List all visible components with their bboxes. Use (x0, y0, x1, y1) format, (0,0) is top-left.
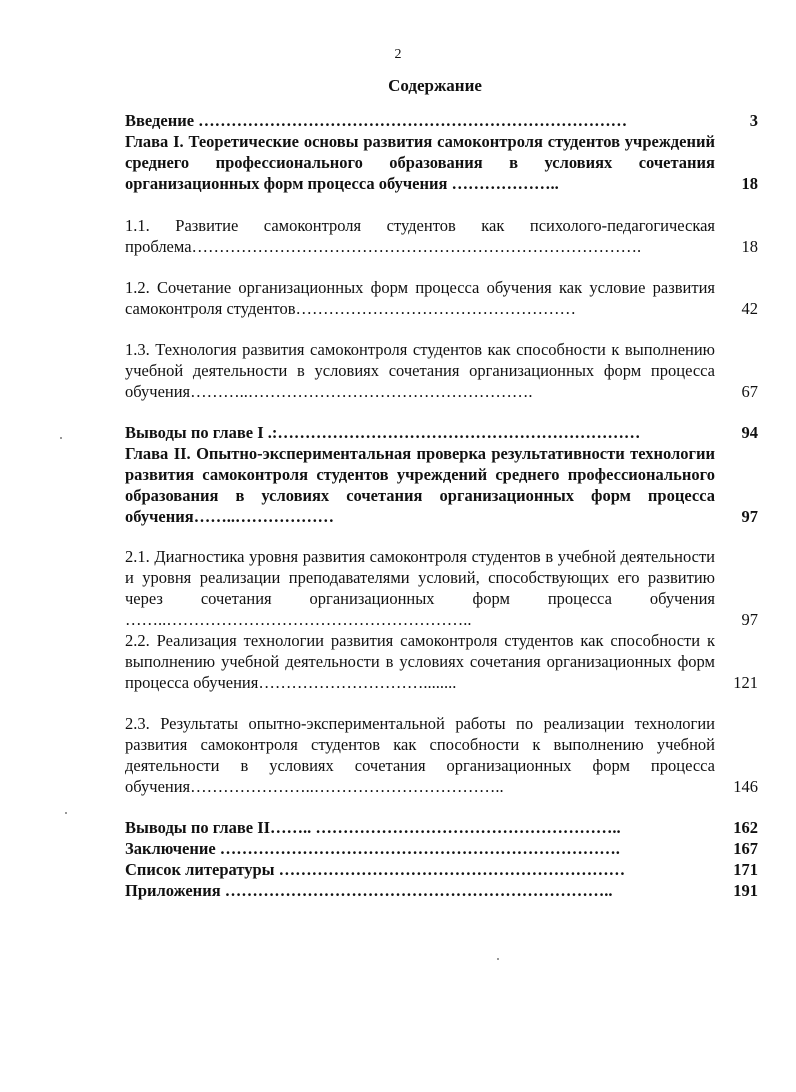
toc-entry-bibliography (125, 859, 758, 880)
toc-entry-page: 146 (733, 777, 758, 796)
toc-entry-text: 2.1. Диагностика уровня развития самоконтроля студентов в учебной деятельности и уровня реализации преподавателями условий, способствующих его развитию через сочетания организационных форм процесса обучения ……..……………………………………………….. (125, 547, 715, 629)
toc-entry-page: 97 (741, 610, 758, 629)
toc-entry-chapter-1 (125, 131, 758, 194)
toc-entry-text: 2.3. Результаты опытно-экспериментальной работы по реализации технологии развития самоконтроля студентов как способности к выполнению учебной деятельности в условиях сочетания организационных форм процесса обучения…………………..…………………………….. (125, 714, 715, 796)
toc-entry-text: Выводы по главе I .:………………………………………………………… (125, 423, 641, 442)
toc-entry-page: 42 (741, 299, 758, 318)
toc-entry-text: Глава I. Теоретические основы развития самоконтроля студентов учреждений среднего профессионального образования в условиях сочетания организационных форм процесса обучения ……………….. (125, 132, 715, 193)
toc-entry-conclusions-2 (125, 817, 758, 838)
toc-entry-1-3 (125, 339, 758, 402)
toc-entry-1-2 (125, 277, 758, 319)
toc-entry-text: 1.2. Сочетание организационных форм процесса обучения как условие развития самоконтроля студентов…………………………………………… (125, 278, 715, 318)
toc-entry-appendices (125, 880, 758, 901)
scan-speck (65, 812, 67, 814)
toc-entry-conclusion (125, 838, 758, 859)
toc-entry-text: Выводы по главе II…….. ……………………………………………….. (125, 818, 621, 837)
toc-entry-text: Заключение ………………………………………………………………. (125, 839, 620, 858)
toc-entry-text: Приложения …………………………………………………………….. (125, 881, 613, 900)
toc-entry-text: Введение …………………………………………………………………… (125, 111, 628, 130)
page-number: 2 (394, 47, 402, 62)
toc-entry-chapter-2 (125, 443, 758, 527)
toc-entry-text: Список литературы ……………………………………………………… (125, 860, 626, 879)
toc-entry-page: 18 (741, 174, 758, 193)
toc-entry-2-2 (125, 630, 758, 693)
toc-entry-conclusions-1 (125, 422, 758, 443)
scan-speck (60, 437, 62, 439)
toc-entry-page: 121 (733, 673, 758, 692)
toc-entry-page: 67 (741, 382, 758, 401)
toc-entry-text: Глава II. Опытно-экспериментальная проверка результативности технологии развития самоконтроля студентов учреждений среднего профессионального образования в условиях сочетания организационных форм процесса обучения……..……………… (125, 444, 715, 526)
toc-entry-page: 3 (749, 111, 758, 130)
toc-entry-2-1 (125, 546, 758, 630)
toc-entry-page: 97 (741, 507, 758, 526)
toc-entry-page: 162 (733, 818, 758, 837)
toc-entry-text: 1.3. Технология развития самоконтроля студентов как способности к выполнению учебной деятельности в условиях сочетания организационных форм процесса обучения………..……………………………………………. (125, 340, 715, 401)
toc-title: Содержание (388, 76, 482, 95)
toc-entry-page: 18 (741, 237, 758, 256)
toc-entry-1-1 (125, 215, 758, 257)
toc-entry-text: 1.1. Развитие самоконтроля студентов как психолого-педагогическая проблема………………………………………………………………………. (125, 216, 715, 256)
scan-speck (497, 958, 499, 960)
toc-entry-text: 2.2. Реализация технологии развития самоконтроля студентов как способности к выполнению учебной деятельности в условиях сочетания организационных форм процесса обучения…………………………........ (125, 631, 715, 692)
toc-entry-page: 94 (741, 423, 758, 442)
toc-entry-page: 171 (733, 860, 758, 879)
toc-entry-2-3 (125, 713, 758, 797)
toc-entry-page: 167 (733, 839, 758, 858)
toc-entry-page: 191 (733, 881, 758, 900)
toc-entry-introduction (125, 110, 758, 131)
